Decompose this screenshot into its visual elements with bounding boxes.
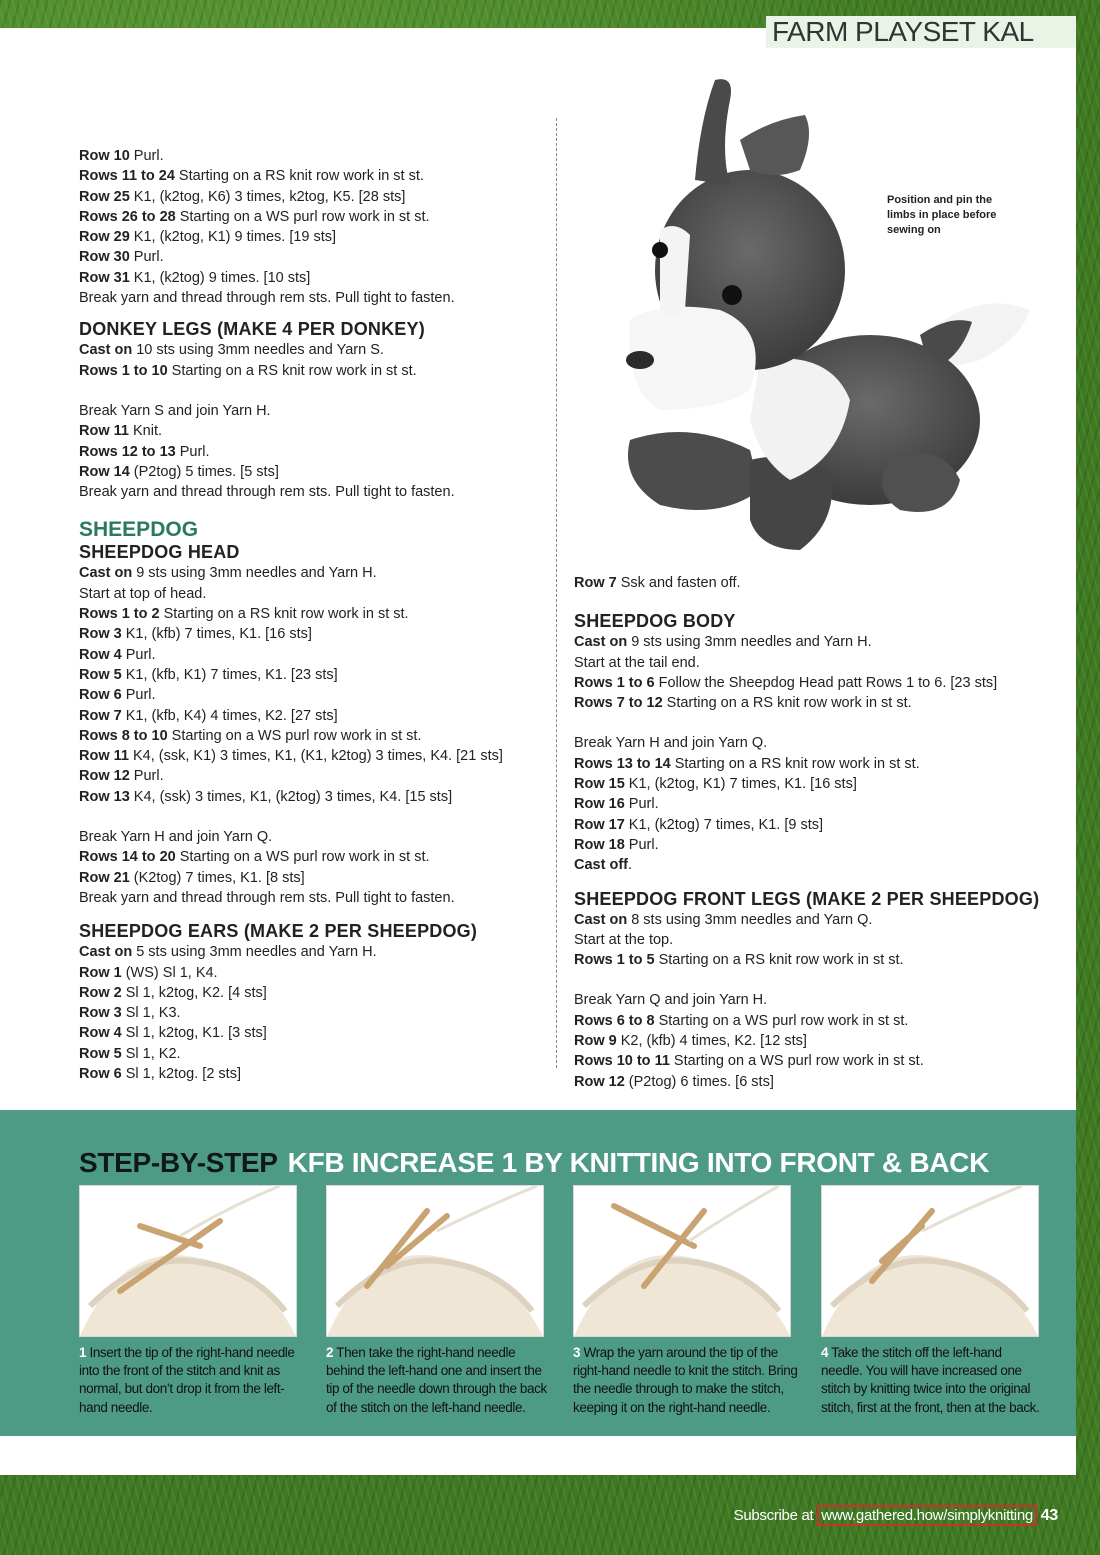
step-photo-3	[573, 1185, 791, 1337]
row-instruction: Break Yarn H and join Yarn Q.	[79, 829, 273, 846]
row-instruction: Starting on a RS knit row work in st st.	[654, 952, 904, 969]
step-photo-1	[79, 1185, 297, 1337]
right-column	[574, 573, 1054, 1092]
pattern-row	[574, 693, 1054, 713]
row-list	[79, 146, 549, 308]
section-title: FARM PLAYSET KAL	[772, 16, 1034, 47]
row-instruction: Starting on a WS purl row work in st st.	[167, 727, 422, 744]
row-label: Row 2	[79, 984, 122, 1001]
row-list	[574, 910, 1054, 971]
pattern-row	[574, 835, 1054, 855]
row-instruction: Starting on a WS purl row work in st st.	[669, 1053, 924, 1070]
pattern-row	[574, 930, 1054, 950]
pattern-row	[574, 815, 1054, 835]
row-instruction: 9 sts using 3mm needles and Yarn H.	[132, 565, 377, 582]
pattern-row	[79, 1023, 549, 1043]
footer	[734, 1507, 1058, 1525]
row-label: Row 3	[79, 1005, 122, 1022]
row-instruction: K1, (k2tog) 7 times, K1. [9 sts]	[624, 816, 824, 833]
row-list	[574, 573, 1054, 593]
pattern-row	[79, 726, 549, 746]
pattern-row	[79, 584, 549, 604]
pattern-row	[79, 665, 549, 685]
pattern-row	[79, 421, 549, 441]
step-number: 1	[79, 1345, 87, 1360]
pattern-row	[79, 847, 549, 867]
pattern-row	[574, 1031, 1054, 1051]
row-instruction: Sl 1, K3.	[121, 1005, 181, 1022]
pattern-row	[79, 268, 549, 288]
pattern-row	[574, 990, 1054, 1010]
row-label: Rows 10 to 11	[574, 1053, 670, 1070]
pattern-row	[574, 1072, 1054, 1092]
row-list	[79, 942, 549, 1084]
pattern-row	[79, 604, 549, 624]
row-instruction: Starting on a RS knit row work in st st.	[670, 755, 920, 772]
pattern-row	[79, 1044, 549, 1064]
row-instruction: Break yarn and thread through rem sts. Pull tight to fasten.	[79, 889, 455, 906]
row-instruction: Purl.	[121, 687, 156, 704]
step-photo-4	[821, 1185, 1039, 1337]
step-description: Wrap the yarn around the tip of the right-hand needle to knit the stitch. Bring the needle through to make the stitch, keeping it on the right-hand needle.	[573, 1345, 798, 1415]
step-text-2	[326, 1344, 551, 1417]
row-instruction: Purl.	[175, 443, 210, 460]
pattern-row	[79, 827, 549, 847]
pattern-row	[79, 787, 549, 807]
row-label: Row 9	[574, 1033, 617, 1050]
pattern-row	[79, 685, 549, 705]
row-label: Rows 8 to 10	[79, 727, 168, 744]
row-instruction: Break yarn and thread through rem sts. Pull tight to fasten.	[79, 484, 455, 501]
row-instruction: 8 sts using 3mm needles and Yarn Q.	[627, 911, 873, 928]
row-instruction: Purl.	[624, 836, 659, 853]
row-label: Row 3	[79, 626, 122, 643]
row-instruction: Break Yarn Q and join Yarn H.	[574, 992, 768, 1009]
row-list	[79, 340, 549, 381]
row-label: Rows 7 to 12	[574, 695, 663, 712]
pattern-row	[79, 645, 549, 665]
row-instruction: K4, (ssk, K1) 3 times, K1, (K1, k2tog) 3 times, K4. [21 sts]	[128, 748, 503, 765]
row-label: Row 30	[79, 249, 130, 266]
sheepdog-title: SHEEPDOG	[79, 518, 199, 542]
row-label: Row 7	[79, 707, 122, 724]
row-instruction: Follow the Sheepdog Head patt Rows 1 to 6. [23 sts]	[654, 674, 998, 691]
pattern-row	[79, 401, 549, 421]
row-label: Row 12	[574, 1073, 625, 1090]
pattern-row	[79, 442, 549, 462]
row-label: Rows 6 to 8	[574, 1012, 655, 1029]
row-list	[574, 632, 1054, 713]
row-list	[79, 401, 549, 502]
row-instruction: K1, (kfb, K1) 7 times, K1. [23 sts]	[121, 666, 338, 683]
row-label: Cast on	[79, 565, 133, 582]
step-text-3	[573, 1344, 798, 1417]
row-label: Row 1	[79, 964, 122, 981]
row-label: Rows 1 to 5	[574, 952, 655, 969]
row-label: Row 11	[79, 748, 129, 765]
row-instruction: K1, (kfb) 7 times, K1. [16 sts]	[121, 626, 312, 643]
row-instruction: Starting on a WS purl row work in st st.	[654, 1012, 909, 1029]
row-instruction: K1, (kfb, K4) 4 times, K2. [27 sts]	[121, 707, 338, 724]
pattern-row	[79, 624, 549, 644]
row-label: Row 21	[79, 869, 130, 886]
ears-heading: SHEEPDOG EARS (MAKE 2 PER SHEEPDOG)	[79, 921, 478, 942]
step-by-step-lead: STEP-BY-STEP	[79, 1147, 278, 1178]
pattern-row	[574, 653, 1054, 673]
column-divider	[556, 118, 557, 1068]
subscribe-link[interactable]: www.gathered.how/simplyknitting	[817, 1505, 1037, 1526]
pattern-row	[574, 733, 1054, 753]
step-by-step-title	[79, 1147, 989, 1179]
pattern-row	[79, 942, 549, 962]
row-instruction: K2, (kfb) 4 times, K2. [12 sts]	[616, 1033, 807, 1050]
step-photo-2	[326, 1185, 544, 1337]
row-label: Row 17	[574, 816, 625, 833]
step-text-4	[821, 1344, 1046, 1417]
step-description: Take the stitch off the left-hand needle. You will have increased one stitch by knitting twice into the original stitch, first at the front, then at the back.	[821, 1345, 1040, 1415]
row-label: Row 5	[79, 666, 122, 683]
row-instruction: Start at the tail end.	[574, 654, 700, 671]
row-instruction: Break Yarn H and join Yarn Q.	[574, 735, 768, 752]
row-instruction: Starting on a RS knit row work in st st.	[159, 606, 409, 623]
row-label: Row 10	[79, 148, 130, 164]
row-instruction: Starting on a WS purl row work in st st.	[175, 849, 430, 866]
row-instruction: .	[627, 857, 633, 874]
pattern-row	[79, 1003, 549, 1023]
pattern-row	[79, 1064, 549, 1084]
row-label: Rows 14 to 20	[79, 849, 176, 866]
pattern-row	[79, 361, 549, 381]
row-label: Rows 26 to 28	[79, 208, 176, 225]
row-label: Row 12	[79, 768, 130, 785]
row-instruction: Starting on a RS knit row work in st st.	[662, 695, 912, 712]
body-heading: SHEEPDOG BODY	[574, 611, 736, 632]
pattern-row	[79, 166, 549, 186]
row-label: Cast off	[574, 857, 628, 874]
row-instruction: Purl.	[129, 768, 164, 785]
pattern-row	[79, 868, 549, 888]
row-instruction: Starting on a RS knit row work in st st.	[174, 168, 424, 185]
row-instruction: Purl.	[624, 796, 659, 813]
row-instruction: 5 sts using 3mm needles and Yarn H.	[132, 944, 377, 961]
row-instruction: Starting on a WS purl row work in st st.	[175, 208, 430, 225]
pattern-row	[79, 227, 549, 247]
pattern-row	[79, 482, 549, 502]
pattern-row	[79, 288, 549, 308]
step-number: 3	[573, 1345, 581, 1360]
row-instruction: Start at the top.	[574, 931, 674, 948]
pattern-row	[574, 632, 1054, 652]
row-label: Rows 13 to 14	[574, 755, 671, 772]
pattern-row	[79, 462, 549, 482]
step-description: Then take the right-hand needle behind the left-hand one and insert the tip of the needle down through the back of the stitch on the left-hand needle.	[326, 1345, 547, 1415]
row-list	[574, 990, 1054, 1091]
row-label: Row 6	[79, 1065, 122, 1082]
row-list	[574, 733, 1054, 875]
pattern-row	[79, 207, 549, 227]
step-number: 2	[326, 1345, 334, 1360]
row-instruction: Ssk and fasten off.	[616, 575, 741, 591]
row-instruction: Break yarn and thread through rem sts. Pull tight to fasten.	[79, 290, 455, 307]
pattern-row	[79, 766, 549, 786]
row-label: Rows 1 to 2	[79, 606, 160, 623]
step-description: Insert the tip of the right-hand needle into the front of the stitch and knit as normal, but don’t drop it from the left-hand needle.	[79, 1345, 295, 1415]
pattern-row	[79, 340, 549, 360]
row-instruction: Sl 1, k2tog, K2. [4 sts]	[121, 984, 267, 1001]
pattern-row	[79, 746, 549, 766]
step-by-step-heading: KFB INCREASE 1 BY KNITTING INTO FRONT & BACK	[287, 1147, 990, 1178]
pattern-row	[574, 855, 1054, 875]
pattern-row	[79, 563, 549, 583]
pattern-row	[574, 754, 1054, 774]
pattern-row	[574, 1051, 1054, 1071]
sheepdog-head-heading: SHEEPDOG HEAD	[79, 542, 240, 563]
row-label: Row 5	[79, 1045, 122, 1062]
pattern-row	[574, 1011, 1054, 1031]
row-list	[79, 827, 549, 908]
pattern-row	[574, 774, 1054, 794]
row-label: Row 4	[79, 646, 122, 663]
pattern-row	[79, 983, 549, 1003]
row-instruction: 10 sts using 3mm needles and Yarn S.	[132, 342, 384, 359]
row-instruction: Purl.	[129, 249, 164, 266]
row-label: Row 18	[574, 836, 625, 853]
photo-caption: Position and pin the limbs in place before sewing on	[887, 194, 997, 236]
row-instruction: Break Yarn S and join Yarn H.	[79, 402, 271, 419]
row-list	[79, 563, 549, 807]
row-instruction: Sl 1, k2tog. [2 sts]	[121, 1065, 241, 1082]
row-instruction: (K2tog) 7 times, K1. [8 sts]	[129, 869, 305, 886]
row-label: Cast on	[79, 342, 133, 359]
row-instruction: Purl.	[129, 148, 164, 164]
pattern-row	[79, 963, 549, 983]
pattern-row	[79, 706, 549, 726]
row-instruction: 9 sts using 3mm needles and Yarn H.	[627, 634, 872, 651]
pattern-row	[79, 888, 549, 908]
row-instruction: Start at top of head.	[79, 585, 207, 602]
pattern-row	[574, 910, 1054, 930]
row-instruction: K1, (k2tog) 9 times. [10 sts]	[129, 269, 311, 286]
pattern-row	[574, 573, 1054, 593]
pattern-row	[574, 673, 1054, 693]
row-label: Cast on	[79, 944, 133, 961]
row-label: Rows 12 to 13	[79, 443, 176, 460]
row-label: Row 14	[79, 463, 130, 480]
row-label: Row 13	[79, 788, 130, 805]
row-instruction: Sl 1, K2.	[121, 1045, 181, 1062]
pattern-row	[79, 247, 549, 267]
page-number: 43	[1040, 1507, 1058, 1524]
left-column	[79, 146, 549, 1084]
donkey-legs-heading: DONKEY LEGS (MAKE 4 PER DONKEY)	[79, 319, 425, 340]
row-instruction: (P2tog) 5 times. [5 sts]	[129, 463, 279, 480]
row-label: Cast on	[574, 634, 628, 651]
subscribe-prefix: Subscribe at	[733, 1507, 818, 1524]
row-label: Row 25	[79, 188, 130, 205]
row-instruction: Starting on a RS knit row work in st st.	[167, 362, 417, 379]
row-label: Row 7	[574, 575, 617, 591]
row-label: Row 31	[79, 269, 130, 286]
pattern-row	[574, 950, 1054, 970]
row-instruction: K1, (k2tog, K1) 9 times. [19 sts]	[129, 229, 337, 246]
pattern-row	[79, 187, 549, 207]
row-label: Row 29	[79, 229, 130, 246]
row-label: Cast on	[574, 911, 628, 928]
row-instruction: K1, (k2tog, K6) 3 times, k2tog, K5. [28 sts]	[129, 188, 406, 205]
row-label: Row 15	[574, 776, 625, 793]
row-label: Rows 11 to 24	[79, 168, 175, 185]
row-instruction: (P2tog) 6 times. [6 sts]	[624, 1073, 774, 1090]
front-legs-heading: SHEEPDOG FRONT LEGS (MAKE 2 PER SHEEPDOG)	[574, 888, 1040, 909]
pattern-row	[79, 146, 549, 166]
step-text-1	[79, 1344, 304, 1417]
row-label: Row 6	[79, 687, 122, 704]
row-label: Row 16	[574, 796, 625, 813]
row-label: Rows 1 to 10	[79, 362, 168, 379]
row-instruction: Purl.	[121, 646, 156, 663]
row-instruction: Sl 1, k2tog, K1. [3 sts]	[121, 1025, 267, 1042]
row-instruction: Knit.	[128, 423, 163, 440]
row-label: Row 11	[79, 423, 129, 440]
row-label: Row 4	[79, 1025, 122, 1042]
row-instruction: (WS) Sl 1, K4.	[121, 964, 218, 981]
step-number: 4	[821, 1345, 829, 1360]
pattern-row	[574, 794, 1054, 814]
row-instruction: K1, (k2tog, K1) 7 times, K1. [16 sts]	[624, 776, 857, 793]
row-instruction: K4, (ssk) 3 times, K1, (k2tog) 3 times, K4. [15 sts]	[129, 788, 453, 805]
row-label: Rows 1 to 6	[574, 674, 655, 691]
sheepdog-photo	[600, 60, 1040, 560]
